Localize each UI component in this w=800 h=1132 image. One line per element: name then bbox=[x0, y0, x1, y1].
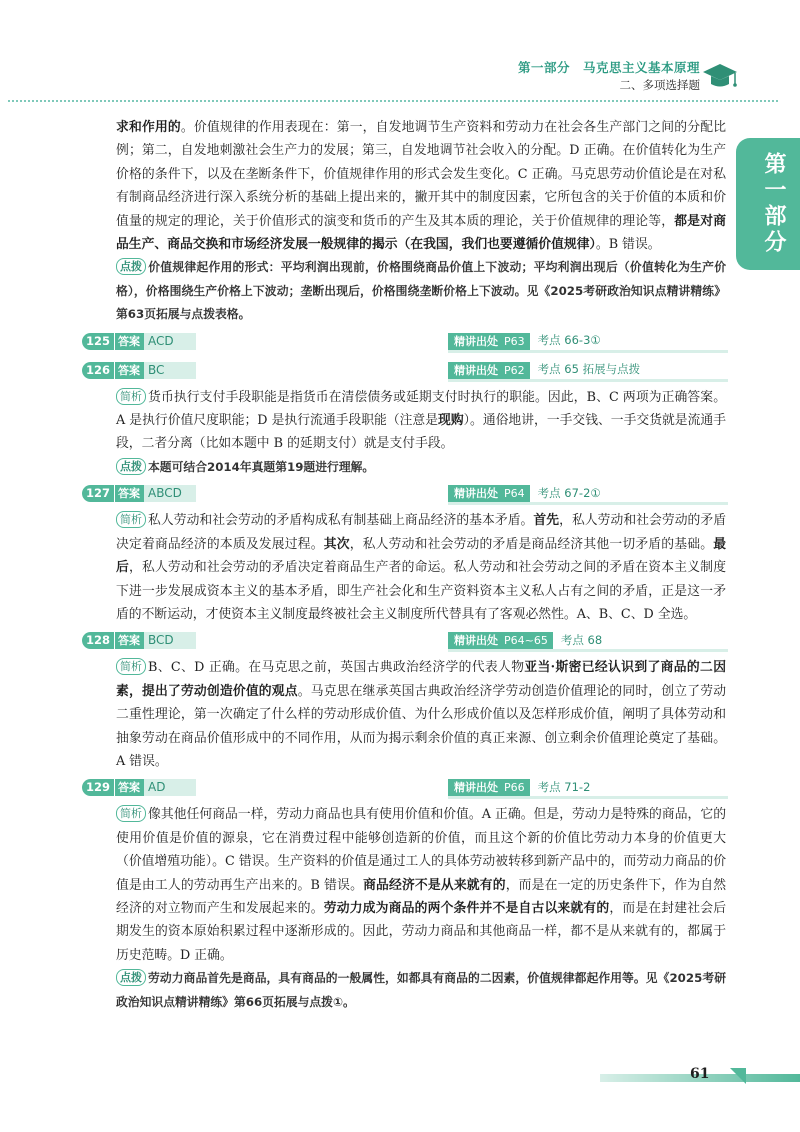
analysis-tag: 简析 bbox=[116, 388, 146, 405]
reference-page: P64~65 bbox=[504, 632, 553, 649]
question-number: 128 bbox=[82, 632, 114, 649]
reference-label: 精讲出处 bbox=[448, 632, 504, 649]
intro-bold-1: 求和作用的 bbox=[116, 120, 181, 135]
kaodian-label: 考点 68 bbox=[560, 633, 603, 648]
analysis-bold: 商品经济不是从来就有的 bbox=[363, 877, 506, 893]
reference-page: P66 bbox=[504, 779, 530, 796]
analysis-text: B、C、D 正确。在马克思之前，英国古典政治经济学的代表人物 bbox=[148, 660, 525, 676]
analysis-bold: 最后 bbox=[116, 536, 727, 576]
answer-badge bbox=[82, 333, 196, 350]
page-number: 61 bbox=[690, 1066, 710, 1082]
kaodian-label: 考点 67-2① bbox=[537, 486, 601, 501]
analysis-text: ）。通俗地讲，一手交钱、一手交货就是流通手段，二者分离（比如本题中 B 的延期支付）就是支付手段。 bbox=[116, 413, 727, 452]
kaodian-label: 考点 65 拓展与点拨 bbox=[537, 362, 641, 377]
analysis-129 bbox=[116, 803, 726, 967]
intro-paragraph bbox=[116, 116, 726, 256]
answer-row-126 bbox=[86, 357, 726, 385]
answer-row-129 bbox=[86, 774, 726, 802]
page-corner-decoration bbox=[730, 1068, 746, 1084]
side-tab bbox=[736, 138, 800, 270]
analysis-126 bbox=[116, 386, 726, 456]
analysis-text: ，私人劳动和社会劳动的矛盾决定着商品生产者的命运。私人劳动和社会劳动之间的矛盾在资本主义制度下进一步发展成资本主义的基本矛盾，即生产社会化和生产资料资本主义私人占有之间的矛盾，正是这一矛盾的不断运动，才使资本主义制度最终被社会主义制度所代替具有了客观必然性。A、B、C、D 全选。 bbox=[116, 560, 727, 622]
kaodian-label: 考点 66-3① bbox=[537, 333, 601, 348]
reference-page: P64 bbox=[504, 485, 530, 502]
note-text: 劳动力商品首先是商品，具有商品的一般属性，如都具有商品的二因素，价值规律都起作用等。见《2025考研政治知识点精讲精练》第66页拓展与点拨①。 bbox=[116, 971, 726, 1009]
reference-label: 精讲出处 bbox=[448, 779, 504, 796]
reference-underline bbox=[448, 502, 728, 505]
answer-badge bbox=[82, 779, 196, 796]
analysis-128 bbox=[116, 656, 726, 773]
analysis-bold: 其次 bbox=[323, 536, 350, 552]
answer-value: BC bbox=[144, 362, 196, 379]
reference-badge bbox=[448, 632, 602, 649]
section-title: 第一部分 马克思主义基本原理 bbox=[517, 60, 700, 75]
reference-underline bbox=[448, 796, 728, 799]
answer-label: 答案 bbox=[115, 632, 144, 649]
answer-row-125 bbox=[86, 328, 726, 356]
reference-underline bbox=[448, 649, 728, 652]
analysis-text: ，私人劳动和社会劳动的矛盾是商品经济其他一切矛盾的基础。 bbox=[349, 536, 714, 552]
reference-label: 精讲出处 bbox=[448, 333, 504, 350]
reference-label: 精讲出处 bbox=[448, 485, 504, 502]
analysis-text: ，而是在封建社会后期发生的资本原始积累过程中逐渐形成的。因此，劳动力商品和其他商品一样，都不是从来就有的，都属于历史范畴。D 正确。 bbox=[116, 900, 727, 963]
note-129 bbox=[116, 967, 726, 1014]
question-number: 126 bbox=[82, 362, 114, 379]
analysis-text: 私人劳动和社会劳动的矛盾构成私有制基础上商品经济的基本矛盾。 bbox=[148, 513, 534, 529]
answer-value: ACD bbox=[144, 333, 196, 350]
intro-text-1: 。价值规律的作用表现在：第一，自发地调节生产资料和劳动力在社会各生产部门之间的分配比例；第二，自发地刺激社会生产力的发展；第三，自发地调节社会收入的分配。D 正确。在价值转化为生产价格的条件下，以及在垄断条件下，价值规律作用的形式会发生变化。C 正确。马克思劳动价值论是在对私有制商品经济进行深入系统分析的基础上提出来的，撇开其中的制度因素，它所包含的关于价值的本质和价值量的规定的理论，关于价值形式的演变和货币的产生及其本质的理论，关于价值规律的理论等， bbox=[116, 120, 727, 229]
note-text: 本题可结合2014年真题第19题进行理解。 bbox=[148, 459, 375, 474]
answer-value: AD bbox=[144, 779, 196, 796]
note-text: 价值规律起作用的形式：平均利润出现前，价格围绕商品价值上下波动；平均利润出现后（价值转化为生产价格），价格围绕生产价格上下波动；垄断出现后，价格围绕垄断价格上下波动。见《2025考研政治知识点精讲精练》第63页拓展与点拨表格。 bbox=[116, 260, 726, 322]
note-tag: 点拨 bbox=[116, 458, 146, 475]
analysis-tag: 简析 bbox=[116, 658, 146, 675]
analysis-text: 像其他任何商品一样，劳动力商品也具有使用价值和价值。A 正确。但是，劳动力是特殊的商品，它的使用价值是价值的源泉，它在消费过程中能够创造新的价值，而且这个新的价值比劳动力本身的价值更大（价值增殖功能）。C 错误。生产资料的价值是通过工人的具体劳动被转移到新产品中的，而劳动力商品的价值是由工人的劳动再生产出来的。B 错误。 bbox=[116, 807, 726, 893]
answer-row-128 bbox=[86, 627, 726, 655]
reference-underline bbox=[448, 350, 728, 353]
answer-value: BCD bbox=[144, 632, 196, 649]
answer-label: 答案 bbox=[115, 779, 144, 796]
intro-note bbox=[116, 256, 726, 326]
analysis-text: ，私人劳动和社会劳动的矛盾决定着商品经济的本质及发展过程。 bbox=[116, 513, 727, 552]
analysis-tag: 简析 bbox=[116, 805, 146, 822]
reference-badge bbox=[448, 333, 601, 350]
answer-badge bbox=[82, 485, 196, 502]
reference-badge bbox=[448, 362, 640, 379]
note-tag: 点拨 bbox=[116, 969, 146, 986]
graduation-cap-icon bbox=[702, 58, 738, 92]
question-number: 127 bbox=[82, 485, 114, 502]
answer-label: 答案 bbox=[115, 362, 144, 379]
reference-page: P63 bbox=[504, 333, 530, 350]
analysis-127 bbox=[116, 509, 726, 626]
analysis-text: 。马克思在继承英国古典政治经济学劳动创造价值理论的同时，创立了劳动二重性理论，第一次确定了什么样的劳动形成价值、为什么形成价值以及怎样形成价值，阐明了具体劳动和抽象劳动在商品价值形成中的不同作用，从而为揭示剩余价值的真正来源、创立剩余价值理论奠定了基础。A 错误。 bbox=[116, 683, 727, 769]
answer-label: 答案 bbox=[115, 485, 144, 502]
analysis-tag: 简析 bbox=[116, 511, 146, 528]
answer-label: 答案 bbox=[115, 333, 144, 350]
intro-bold-2: 都是对商品生产、商品交换和市场经济发展一般规律的揭示（在我国，我们也要遵循价值规律） bbox=[116, 213, 727, 253]
answer-value: ABCD bbox=[144, 485, 196, 502]
question-number: 125 bbox=[82, 333, 114, 350]
intro-text-2: 。B 错误。 bbox=[595, 237, 661, 253]
analysis-bold: 劳动力成为商品的两个条件并不是自古以来就有的 bbox=[323, 900, 610, 916]
note-126 bbox=[116, 456, 726, 479]
kaodian-label: 考点 71-2 bbox=[537, 780, 591, 795]
answer-badge bbox=[82, 362, 196, 379]
note-tag: 点拨 bbox=[116, 258, 146, 275]
answer-row-127 bbox=[86, 480, 726, 508]
question-number: 129 bbox=[82, 779, 114, 796]
side-tab-label: 第一部分 bbox=[761, 152, 786, 256]
analysis-text: ，而是在一定的历史条件下，作为自然经济的对立物而产生和发展起来的。 bbox=[116, 877, 726, 916]
section-subtitle: 二、多项选择题 bbox=[619, 78, 700, 92]
page-content bbox=[86, 116, 727, 1014]
reference-page: P62 bbox=[504, 362, 530, 379]
analysis-bold: 首先 bbox=[533, 513, 560, 529]
reference-label: 精讲出处 bbox=[448, 362, 504, 379]
analysis-bold: 亚当·斯密已经认识到了商品的二因素，提出了劳动创造价值的观点 bbox=[116, 660, 726, 699]
page-header bbox=[0, 0, 800, 100]
reference-badge bbox=[448, 485, 601, 502]
reference-underline bbox=[448, 379, 728, 382]
reference-badge bbox=[448, 779, 590, 796]
analysis-text: 货币执行支付手段职能是指货币在清偿债务或延期支付时执行的职能。因此，B、C 两项为正确答案。A 是执行价值尺度职能；D 是执行流通手段职能（注意是 bbox=[116, 389, 726, 429]
analysis-bold: 现购 bbox=[438, 413, 464, 429]
answer-badge bbox=[82, 632, 196, 649]
header-divider bbox=[8, 100, 778, 102]
